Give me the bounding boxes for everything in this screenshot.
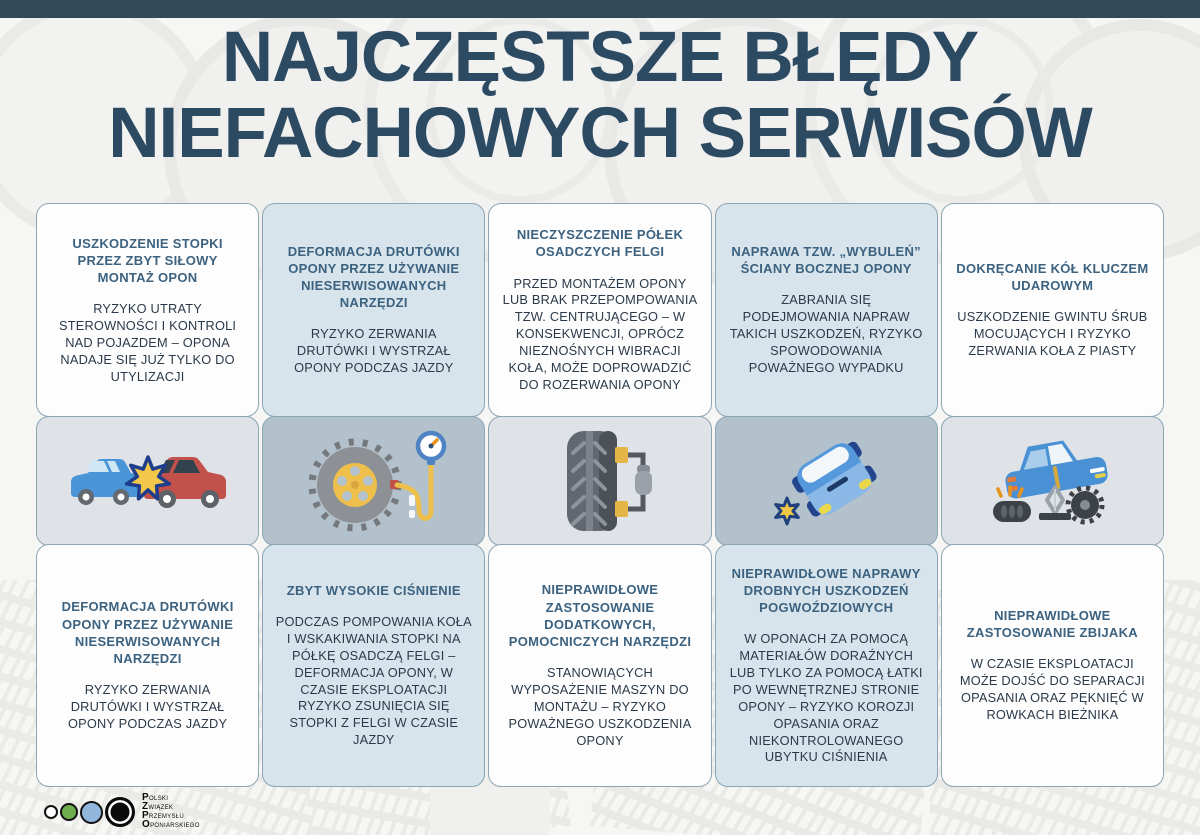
card-title: DEFORMACJA DRUTÓWKI OPONY PRZEZ UŻYWANIE NIESERWISOWANYCH NARZĘDZI bbox=[61, 599, 234, 666]
card-title: NIEPRAWIDŁOWE ZASTOSOWANIE ZBIJAKA bbox=[966, 608, 1138, 641]
card-col4-top bbox=[715, 203, 938, 417]
car-on-jack-icon bbox=[967, 425, 1137, 537]
card-col2-top bbox=[262, 203, 485, 417]
logo-circle-black bbox=[105, 797, 135, 827]
card-col1-bottom bbox=[36, 544, 259, 787]
column-3 bbox=[488, 203, 711, 787]
logo-line: OPONIARSKIEGO bbox=[142, 819, 200, 830]
card-body: W OPONACH ZA POMOCĄ MATERIAŁÓW DORAŹNYCH LUB TYLKO ZA POMOCĄ ŁATKI PO WEWNĘTRZNEJ STRONIE OPONY – RYZYKO KOROZJI OPASANIA ORAZ NIEKONTROLOWANEGO UBYTKU CIŚNIENIA bbox=[729, 631, 923, 765]
mistakes-grid bbox=[36, 203, 1164, 787]
card-body: RYZYKO ZERWANIA DRUTÓWKI I WYSTRZAŁ OPONY PODCZAS JAZDY bbox=[67, 681, 228, 731]
page-title-line1: NAJCZĘSTSZE BŁĘDY bbox=[221, 18, 979, 97]
logo-circle-blue bbox=[80, 801, 103, 824]
logo-circle-white bbox=[44, 805, 58, 819]
card-body: STANOWIĄCYCH WYPOSAŻENIE MASZYN DO MONTAŻU – RYZYKO POWAŻNEGO USZKODZENIA OPONY bbox=[508, 665, 692, 748]
car-collision-icon bbox=[63, 435, 233, 527]
card-body: ZABRANIA SIĘ PODEJMOWANIA NAPRAW TAKICH USZKODZEŃ, RYZYKO SPOWODOWANIA POWAŻNEGO WYPADKU bbox=[729, 292, 923, 375]
logo-line: POLSKI bbox=[142, 792, 169, 803]
column-4 bbox=[715, 203, 938, 787]
card-title: ZBYT WYSOKIE CIŚNIENIE bbox=[286, 582, 461, 598]
card-col4-bottom bbox=[715, 544, 938, 787]
card-body: W CZASIE EKSPLOATACJI MOŻE DOJŚĆ DO SEPARACJI OPASANIA ORAZ PĘKNIĘĆ W ROWKACH BIEŻNIKA bbox=[959, 656, 1145, 723]
column-1 bbox=[36, 203, 259, 787]
skidding-car-icon bbox=[741, 425, 911, 537]
page-title-line2: NIEFACHOWYCH SERWISÓW bbox=[108, 93, 1092, 173]
tire-tread-clamp-icon bbox=[515, 425, 685, 537]
card-title: NIEPRAWIDŁOWE ZASTOSOWANIE DODATKOWYCH, POMOCNICZYCH NARZĘDZI bbox=[508, 582, 692, 649]
card-body: PRZED MONTAŻEM OPONY LUB BRAK PRZEPOMPOWANIA TZW. CENTRUJĄCEGO – W KONSEKWENCJI, OPRÓCZ NIEZNOŚNYCH WIBRACJI KOŁA, MOŻE DOPROWADZIĆ DO ROZERWANIA OPONY bbox=[502, 275, 698, 392]
top-accent-bar bbox=[0, 0, 1200, 18]
tire-pressure-gauge-icon bbox=[289, 425, 459, 537]
logo-line: PRZEMYSŁU bbox=[142, 810, 185, 821]
card-col3-bottom bbox=[488, 544, 711, 787]
pzpo-logo bbox=[44, 794, 200, 830]
logo-wordmark bbox=[142, 794, 200, 830]
card-col1-top bbox=[36, 203, 259, 417]
icon-cell-col5 bbox=[941, 416, 1164, 546]
icon-cell-col3 bbox=[488, 416, 711, 546]
card-title: NIECZYSZCZENIE PÓŁEK OSADCZYCH FELGI bbox=[516, 227, 684, 260]
card-col5-bottom bbox=[941, 544, 1164, 787]
column-5 bbox=[941, 203, 1164, 787]
icon-cell-col2 bbox=[262, 416, 485, 546]
card-col3-top bbox=[488, 203, 711, 417]
logo-line: ZWIĄZEK bbox=[142, 801, 174, 812]
card-title: USZKODZENIE STOPKI PRZEZ ZBYT SIŁOWY MONTAŻ OPON bbox=[72, 235, 223, 285]
card-title: NIEPRAWIDŁOWE NAPRAWY DROBNYCH USZKODZEŃ POGWOŹDZIOWYCH bbox=[731, 565, 921, 616]
card-title: DEFORMACJA DRUTÓWKI OPONY PRZEZ UŻYWANIE NIESERWISOWANYCH NARZĘDZI bbox=[287, 243, 460, 311]
card-body: RYZYKO UTRATY STEROWNOŚCI I KONTROLI NAD POJAZDEM – OPONA NADAJE SIĘ JUŻ TYLKO DO UTYLIZACJI bbox=[59, 301, 237, 384]
logo-circle-green bbox=[60, 803, 78, 821]
card-title: NAPRAWA TZW. „WYBULEŃ” ŚCIANY BOCZNEJ OPONY bbox=[731, 244, 921, 277]
icon-cell-col1 bbox=[36, 416, 259, 546]
card-title: DOKRĘCANIE KÓŁ KLUCZEM UDAROWYM bbox=[956, 261, 1149, 294]
column-2 bbox=[262, 203, 485, 787]
card-col5-top bbox=[941, 203, 1164, 417]
page-title bbox=[0, 20, 1200, 172]
card-body: USZKODZENIE GWINTU ŚRUB MOCUJĄCYCH I RYZYKO ZERWANIA KOŁA Z PIASTY bbox=[957, 309, 1148, 359]
card-col2-bottom bbox=[262, 544, 485, 787]
card-body: RYZYKO ZERWANIA DRUTÓWKI I WYSTRZAŁ OPONY PODCZAS JAZDY bbox=[294, 326, 454, 376]
icon-cell-col4 bbox=[715, 416, 938, 546]
card-body: PODCZAS POMPOWANIA KOŁA I WSKAKIWANIA STOPKI NA PÓŁKĘ OSADCZĄ FELGI – DEFORMACJA OPONY, W CZASIE EKSPLOATACJI RYZYKO ZSUNIĘCIA SIĘ STOPKI Z FELGI W CZASIE JAZDY bbox=[275, 614, 472, 748]
